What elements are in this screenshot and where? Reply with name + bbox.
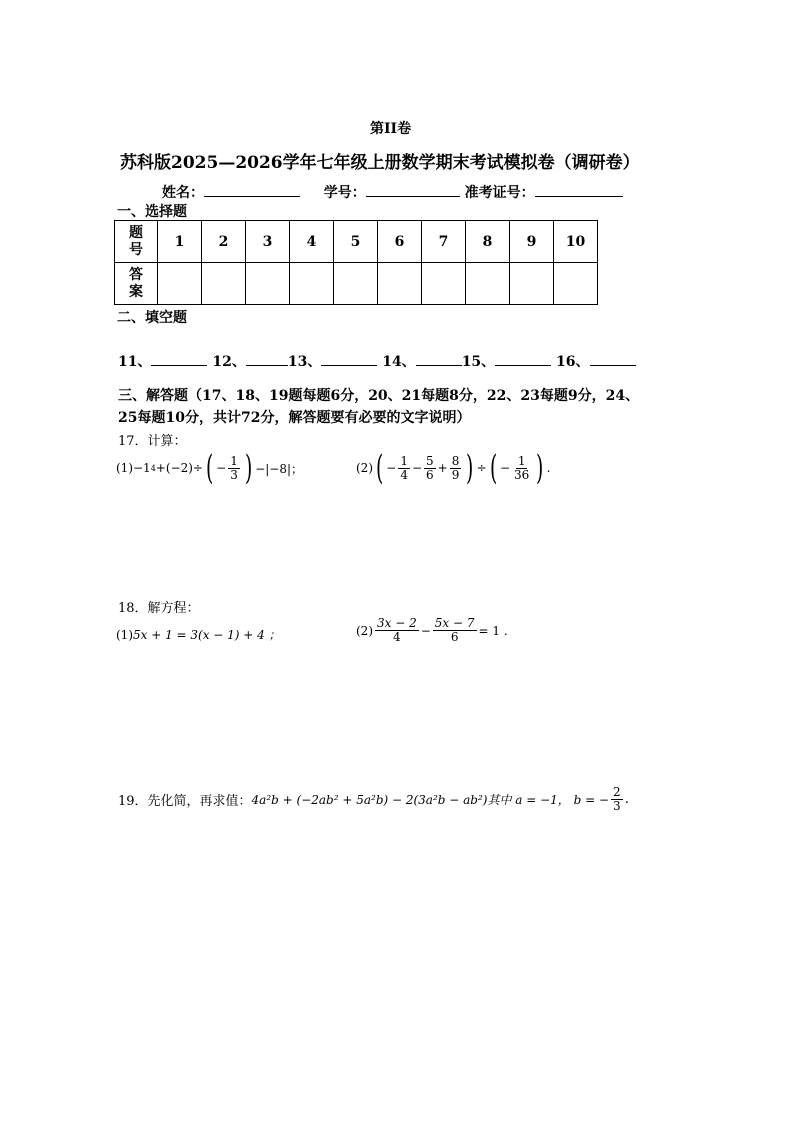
name-label: 姓名： xyxy=(162,185,204,201)
q19 xyxy=(118,786,629,813)
fill-blank[interactable] xyxy=(416,351,462,366)
fill-item-label: 15、 xyxy=(461,354,496,370)
answer-cell[interactable] xyxy=(202,263,246,305)
fraction: $\frac{2}{3}$ xyxy=(613,785,621,813)
question-number-cell: 2 xyxy=(202,221,246,263)
question-number-cell: 4 xyxy=(290,221,334,263)
left-paren: ( xyxy=(205,448,214,488)
fraction: $\frac{1}{4}$ xyxy=(400,453,408,482)
equation: 5x + 1 = 3(x − 1) + 4 ； xyxy=(133,628,281,642)
question-number-cell: 6 xyxy=(378,221,422,263)
fill-blank[interactable] xyxy=(321,351,377,366)
math-expression: 4a²b + (−2ab² + 5a²b) − 2(3a²b − ab²) xyxy=(251,792,488,807)
math-term: . xyxy=(624,792,629,807)
math-term: + xyxy=(437,461,448,475)
fill-item-label: 14、 xyxy=(382,354,416,370)
answer-row xyxy=(115,263,598,305)
answer-cell[interactable] xyxy=(510,263,554,305)
page-title: 苏科版2025—2026学年七年级上册数学期末考试模拟卷（调研卷） xyxy=(120,153,640,173)
math-exponent: 4 xyxy=(150,463,156,473)
answer-cell[interactable] xyxy=(246,263,290,305)
answer-cell[interactable] xyxy=(290,263,334,305)
fill-item-label: 16、 xyxy=(556,354,590,370)
answer-cell[interactable] xyxy=(334,263,378,305)
answer-table xyxy=(114,220,598,305)
math-term: − xyxy=(420,623,431,638)
section-solve-title-line1: 三、解答题（17、18、19题每题6分，20、21每题8分，22、23每题9分，24、 xyxy=(118,388,640,404)
q17-label: 17．计算： xyxy=(118,434,187,449)
exam-number-label: 准考证号： xyxy=(464,185,535,201)
part-number: (2) xyxy=(356,461,373,475)
section-fill-title: 二、填空题 xyxy=(117,310,187,326)
volume-label: 第II卷 xyxy=(370,121,412,137)
q17-part1 xyxy=(116,448,304,488)
question-number-header: 题 号 xyxy=(115,221,158,263)
math-condition: 其中 a = −1， b = − xyxy=(487,793,610,807)
section-choice-title: 一、选择题 xyxy=(117,204,187,220)
fraction: $\frac{5x - 7}{6}$ xyxy=(434,616,475,644)
answer-cell[interactable] xyxy=(378,263,422,305)
part-number: (1) xyxy=(116,461,133,475)
fraction: $\frac{5}{6}$ xyxy=(426,453,434,482)
math-term: − xyxy=(386,461,397,475)
student-id-label: 学号： xyxy=(323,185,366,201)
math-term: − xyxy=(499,461,511,475)
part-number: (2) xyxy=(356,623,373,638)
section-solve-title-line2: 25每题10分，共计72分，解答题要有必要的文字说明） xyxy=(118,410,471,426)
question-number-cell: 8 xyxy=(466,221,510,263)
part-number: (1) xyxy=(116,627,133,642)
fraction: $\frac{1}{3}$ xyxy=(230,453,238,482)
math-term: − xyxy=(216,461,227,475)
math-term: . xyxy=(546,461,551,475)
question-number-cell: 1 xyxy=(158,221,202,263)
student-info-line xyxy=(162,182,623,202)
right-paren: ) xyxy=(244,448,253,488)
fill-item-label: 12、 xyxy=(212,354,246,370)
question-number-cell: 10 xyxy=(554,221,598,263)
fill-item-label: 13、 xyxy=(287,354,322,370)
answer-cell[interactable] xyxy=(158,263,202,305)
right-paren: ) xyxy=(466,448,474,488)
q17-part2 xyxy=(356,448,551,488)
fill-item-label: 11、 xyxy=(118,354,152,370)
name-field[interactable] xyxy=(204,182,300,197)
fraction: $\frac{1}{36}$ xyxy=(514,453,530,482)
fill-blank-line xyxy=(118,351,636,371)
question-number-cell: 3 xyxy=(246,221,290,263)
q19-label: 19．先化简，再求值： xyxy=(118,794,252,809)
q18-part1 xyxy=(116,626,281,643)
right-paren: ) xyxy=(536,448,544,488)
q18-label: 18．解方程： xyxy=(118,601,200,616)
math-term: −|−8|； xyxy=(255,461,304,476)
fill-blank[interactable] xyxy=(151,351,207,366)
student-id-field[interactable] xyxy=(366,182,460,197)
answer-cell[interactable] xyxy=(422,263,466,305)
answer-cell[interactable] xyxy=(466,263,510,305)
exam-number-field[interactable] xyxy=(535,182,623,197)
fraction: $\frac{3x - 2}{4}$ xyxy=(377,616,417,644)
fill-blank[interactable] xyxy=(495,351,551,366)
question-number-cell: 5 xyxy=(334,221,378,263)
fraction: $\frac{8}{9}$ xyxy=(451,453,460,482)
fill-blank[interactable] xyxy=(246,351,288,366)
left-paren: ( xyxy=(375,448,384,488)
math-term: −1 xyxy=(133,461,151,475)
q18-part2 xyxy=(356,617,508,644)
answer-cell[interactable] xyxy=(554,263,598,305)
math-term: +(−2)÷ xyxy=(155,461,203,475)
answer-header: 答 案 xyxy=(115,263,158,305)
question-number-row xyxy=(115,221,598,263)
math-term: = 1 . xyxy=(478,623,508,638)
fill-blank[interactable] xyxy=(590,351,636,366)
question-number-cell: 9 xyxy=(510,221,554,263)
math-term: − xyxy=(411,461,423,475)
question-number-cell: 7 xyxy=(422,221,466,263)
left-paren: ( xyxy=(489,448,497,488)
math-term: ÷ xyxy=(476,461,487,475)
